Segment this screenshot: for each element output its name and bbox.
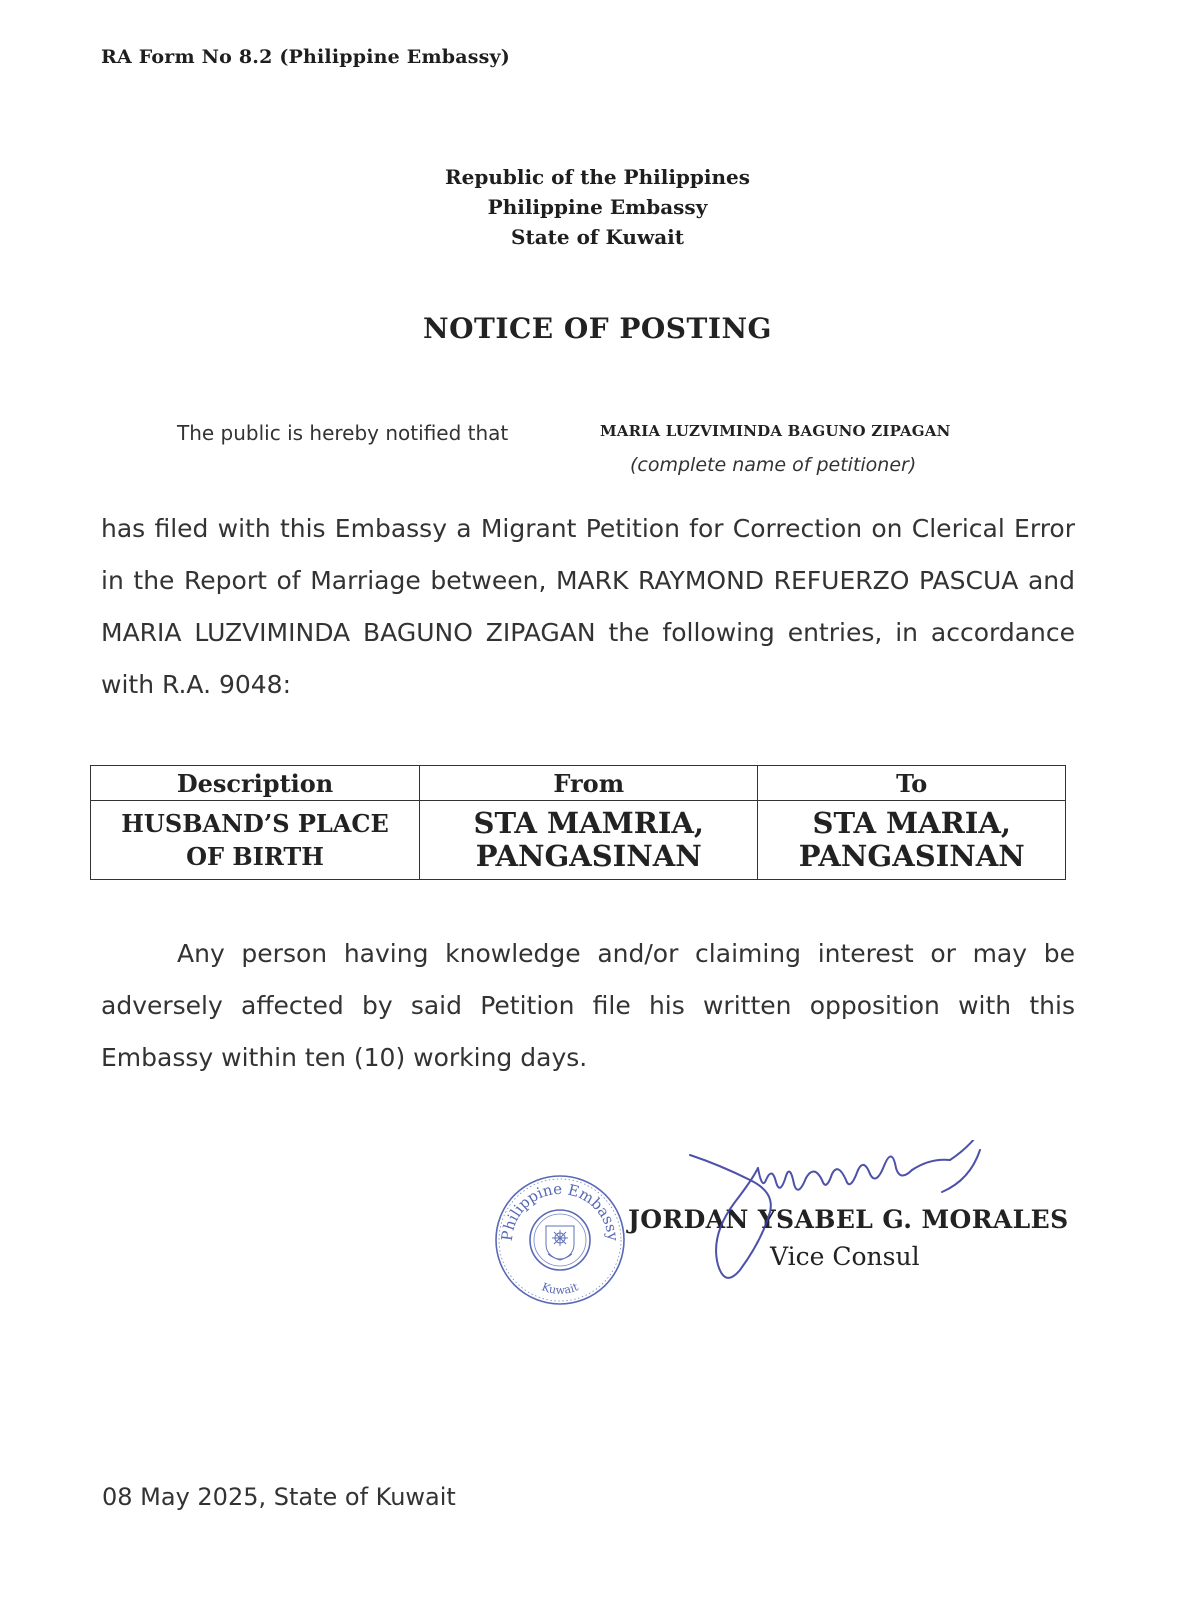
opposition-notice: Any person having knowledge and/or claiming interest or may be adversely affected by said Petition file his written opposition with this Embassy within ten (10) working days. — [101, 939, 1075, 1072]
table-row — [91, 801, 1066, 880]
header-from: From — [420, 766, 758, 801]
header-embassy: Philippine Embassy — [487, 195, 708, 219]
header-state: State of Kuwait — [511, 225, 684, 249]
seal-text-top: Philippine Embassy — [497, 1179, 623, 1242]
embassy-header — [0, 162, 1177, 252]
header-to: To — [758, 766, 1066, 801]
seal-text-bottom: Kuwait — [539, 1280, 581, 1297]
signature — [680, 1140, 1000, 1290]
signatory-title: Vice Consul — [770, 1242, 920, 1271]
header-description: Description — [91, 766, 420, 801]
to-line-1: STA MARIA, — [812, 806, 1011, 840]
cell-from — [420, 801, 758, 880]
date-place: 08 May 2025, State of Kuwait — [102, 1483, 456, 1511]
entries-table — [90, 765, 1066, 880]
petitioner-caption: (complete name of petitioner) — [630, 454, 917, 476]
cell-description — [91, 801, 420, 880]
description-line-1: HUSBAND’S PLACE — [121, 809, 389, 838]
seal-emblem-icon — [546, 1226, 574, 1260]
form-number: RA Form No 8.2 (Philippine Embassy) — [101, 46, 510, 68]
from-line-1: STA MAMRIA, — [473, 806, 704, 840]
notice-title: NOTICE OF POSTING — [423, 312, 772, 345]
petitioner-name: MARIA LUZVIMINDA BAGUNO ZIPAGAN — [600, 422, 951, 440]
description-line-2: OF BIRTH — [186, 842, 324, 871]
signatory-name: JORDAN YSABEL G. MORALES — [628, 1205, 1069, 1234]
header-republic: Republic of the Philippines — [444, 165, 751, 189]
cell-to — [758, 801, 1066, 880]
to-line-2: PANGASINAN — [798, 839, 1025, 873]
table-header-row — [91, 766, 1066, 801]
embassy-seal — [490, 1170, 630, 1310]
notice-intro: The public is hereby notified that — [177, 421, 509, 445]
petition-body: has filed with this Embassy a Migrant Petition for Correction on Clerical Error in the Report of Marriage between, MARK RAYMOND REFUERZO PASCUA and MARIA LUZVIMINDA BAGUNO ZIPAGAN the following entries, in accordance with R.A. 9048: — [101, 514, 1075, 699]
from-line-2: PANGASINAN — [475, 839, 702, 873]
